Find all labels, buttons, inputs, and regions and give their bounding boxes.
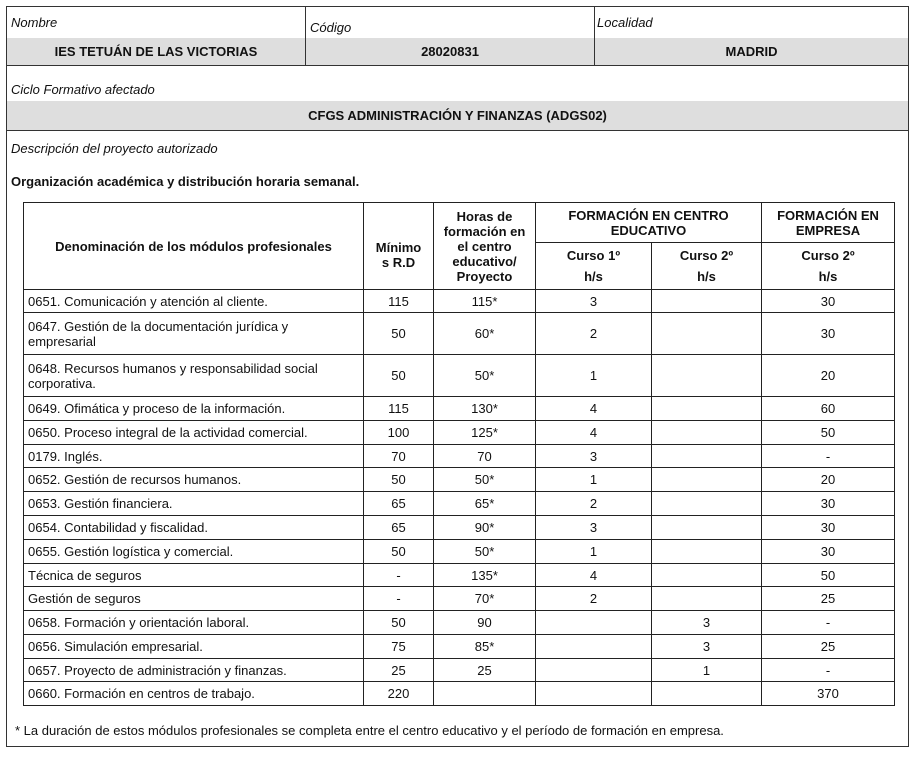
descripcion-label: Descripción del proyecto autorizado [11,141,218,156]
horas-cell: 135* [434,564,536,587]
horas-cell: 130* [434,397,536,421]
minimos-cell: 50 [364,611,434,635]
horas-cell [434,682,536,706]
minimos-cell: 25 [364,659,434,682]
subheader-curso1 [536,243,652,290]
nombre-label: Nombre [11,15,58,30]
empresa-cell: 20 [762,355,895,397]
empresa-cell: 30 [762,516,895,540]
table-row [24,445,895,468]
curso1-cell: 1 [536,355,652,397]
subheader-curso2-empresa [762,243,895,290]
horas-cell: 125* [434,421,536,445]
curso1-cell [536,611,652,635]
horas-cell: 50* [434,468,536,492]
modules-table [23,202,895,706]
curso1-cell: 1 [536,540,652,564]
table-row [24,355,895,397]
curso1-cell: 2 [536,587,652,611]
curso1-cell: 4 [536,397,652,421]
table-row [24,516,895,540]
table-row [24,564,895,587]
minimos-cell: 220 [364,682,434,706]
group-header-centro: FORMACIÓN EN CENTRO EDUCATIVO [536,203,762,243]
table-row [24,468,895,492]
curso1-cell: 4 [536,421,652,445]
module-name-cell: Gestión de seguros [24,587,364,611]
module-name-cell: 0652. Gestión de recursos humanos. [24,468,364,492]
minimos-cell: 115 [364,290,434,313]
module-name-cell: Técnica de seguros [24,564,364,587]
empresa-cell: 50 [762,421,895,445]
curso2-cell [652,540,762,564]
module-name-cell: 0655. Gestión logística y comercial. [24,540,364,564]
empresa-cell: 30 [762,290,895,313]
divider [7,130,908,131]
localidad-value: MADRID [595,38,908,65]
empresa-cell: 30 [762,540,895,564]
module-name-cell: 0650. Proceso integral de la actividad comercial. [24,421,364,445]
empresa-cell: 25 [762,587,895,611]
curso1-cell [536,682,652,706]
horas-cell: 70 [434,445,536,468]
curso2-cell [652,290,762,313]
module-name-cell: 0658. Formación y orientación laboral. [24,611,364,635]
empresa-cell: 60 [762,397,895,421]
horas-cell: 90 [434,611,536,635]
col-header-horas: Horas de formación en el centro educativo/ Proyecto [434,203,536,290]
curso2-cell [652,516,762,540]
module-name-cell: 0654. Contabilidad y fiscalidad. [24,516,364,540]
curso2-cell [652,682,762,706]
minimos-cell: 100 [364,421,434,445]
unit-label: h/s [697,269,716,285]
footnote: * La duración de estos módulos profesionales se completa entre el centro educativo y el período de formación en empresa. [15,723,724,738]
curso2-cell: 1 [652,659,762,682]
module-name-cell: 0653. Gestión financiera. [24,492,364,516]
modules-table-body [24,290,895,706]
curso2-cell [652,421,762,445]
curso2-cell: 3 [652,635,762,659]
horas-cell: 25 [434,659,536,682]
minimos-cell: - [364,564,434,587]
curso1-cell [536,659,652,682]
curso1-cell: 3 [536,516,652,540]
horas-cell: 70* [434,587,536,611]
minimos-cell: - [364,587,434,611]
curso2-cell [652,492,762,516]
empresa-cell: 20 [762,468,895,492]
empresa-cell: 30 [762,313,895,355]
curso1-cell: 3 [536,445,652,468]
organizacion-title: Organización académica y distribución horaria semanal. [11,174,360,189]
table-row [24,611,895,635]
curso2-label: Curso 2º [679,248,734,264]
table-row [24,421,895,445]
horas-cell: 50* [434,355,536,397]
empresa-cell: 25 [762,635,895,659]
table-row [24,397,895,421]
minimos-text: Mínimos R.D [375,240,422,270]
empresa-cell: 370 [762,682,895,706]
module-name-cell: 0660. Formación en centros de trabajo. [24,682,364,706]
table-row [24,635,895,659]
minimos-cell: 50 [364,540,434,564]
table-row [24,492,895,516]
codigo-value: 28020831 [306,38,594,65]
table-row [24,659,895,682]
module-name-cell: 0657. Proyecto de administración y finanzas. [24,659,364,682]
table-row [24,313,895,355]
empresa-cell: - [762,659,895,682]
col-header-minimos [364,203,434,290]
curso1-cell [536,635,652,659]
curso2-cell [652,397,762,421]
empresa-cell: 50 [762,564,895,587]
table-row [24,587,895,611]
nombre-value: IES TETUÁN DE LAS VICTORIAS [7,38,305,65]
minimos-cell: 50 [364,355,434,397]
col-header-modulos: Denominación de los módulos profesionales [24,203,364,290]
curso1-cell: 2 [536,313,652,355]
minimos-cell: 50 [364,313,434,355]
curso2-cell [652,587,762,611]
localidad-label: Localidad [597,15,653,30]
minimos-cell: 115 [364,397,434,421]
horas-cell: 65* [434,492,536,516]
subheader-curso2 [652,243,762,290]
minimos-cell: 75 [364,635,434,659]
unit-label: h/s [584,269,603,285]
empresa-cell: - [762,445,895,468]
codigo-label: Código [310,20,352,35]
module-name-cell: 0649. Ofimática y proceso de la información. [24,397,364,421]
horas-cell: 50* [434,540,536,564]
horas-cell: 90* [434,516,536,540]
horas-cell: 115* [434,290,536,313]
curso2-cell [652,445,762,468]
ciclo-value: CFGS ADMINISTRACIÓN Y FINANZAS (ADGS02) [7,101,908,130]
minimos-cell: 65 [364,516,434,540]
curso1-label: Curso 1º [566,248,621,264]
empresa-cell: 30 [762,492,895,516]
unit-label: h/s [818,269,838,285]
curso1-cell: 2 [536,492,652,516]
empresa-cell: - [762,611,895,635]
table-row [24,290,895,313]
curso2-empresa-label: Curso 2º [801,248,855,264]
module-name-cell: 0651. Comunicación y atención al cliente. [24,290,364,313]
curso2-cell [652,355,762,397]
module-name-cell: 0648. Recursos humanos y responsabilidad social corporativa. [24,355,364,397]
ciclo-label: Ciclo Formativo afectado [11,82,155,97]
module-name-cell: 0179. Inglés. [24,445,364,468]
group-header-empresa: FORMACIÓN EN EMPRESA [762,203,895,243]
curso1-cell: 4 [536,564,652,587]
curso1-cell: 3 [536,290,652,313]
minimos-cell: 65 [364,492,434,516]
table-row [24,682,895,706]
table-row [24,540,895,564]
module-name-cell: 0647. Gestión de la documentación jurídica y empresarial [24,313,364,355]
minimos-cell: 70 [364,445,434,468]
module-name-cell: 0656. Simulación empresarial. [24,635,364,659]
curso2-cell [652,468,762,492]
horas-cell: 85* [434,635,536,659]
horas-cell: 60* [434,313,536,355]
curso2-cell [652,313,762,355]
curso1-cell: 1 [536,468,652,492]
divider [7,65,908,66]
minimos-cell: 50 [364,468,434,492]
curso2-cell: 3 [652,611,762,635]
curso2-cell [652,564,762,587]
